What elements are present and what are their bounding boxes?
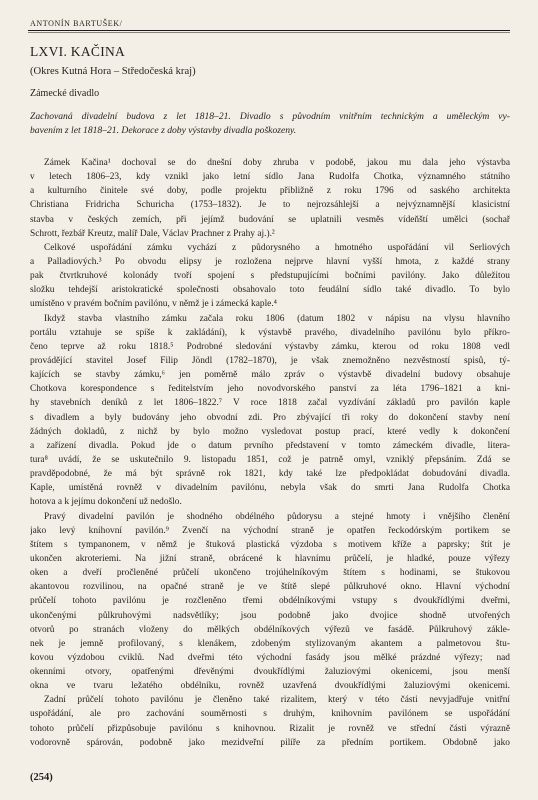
- body-line: hy stavebních deníků z let 1806–1822.⁷ V roce 1818 začal vyzdívání základů pro pavilón kaple: [30, 398, 510, 409]
- body-line: stavba v českých zemích, při jejímž budování se uplatnili vesměs vídeňští umělci (sochař: [30, 214, 510, 225]
- body-line: průčelí tohoto pavilónu je rozčleněno třemi obdélníkovými vstupy s dvoukřídlými dveřmi,: [30, 596, 510, 607]
- body-line: akantovou rozvilinou, na opačné straně je ve štítě slepé půlkruhové okno. Hlavní východní: [30, 582, 510, 593]
- body-line: nek je jemně profilovaný, s klenákem, zdobeným stylizovaným akantem a palmetovou štu-: [30, 638, 510, 649]
- body-line: ukončenými půlkruhovými nadsvětlíky; jsou podobně jako dvojice shodně utvořených: [30, 610, 510, 621]
- body-line: pravděpodobné, že má být správně rok 1821, kdy také lze předpokládat dobudování divadla.: [30, 469, 510, 480]
- body-line: v letech 1806–23, kdy vznikl jako letní sídlo Jana Rudolfa Chotka, významného státního: [30, 172, 510, 183]
- body-line: okenními otvory, opatřenými dřevěnými dvoukřídlými žaluziovými okenicemi, jsou menší: [30, 667, 510, 678]
- body-line: Zadní průčelí tohoto pavilónu je členěno také rizalitem, který v této části nevyjadřuje vnitřní: [44, 695, 510, 706]
- body-text: [30, 156, 510, 750]
- header-rule: [28, 30, 510, 31]
- body-line: portálu vztahuje se spíše k zakládání), k výstavbě pravého, divadelního pavilónu bylo příkro-: [30, 327, 510, 338]
- body-line: Schrott, řezbář Kreutz, malíř Dale, Václav Prachner z Prahy aj.).²: [30, 228, 275, 239]
- body-line: umístěno v pravém bočním pavilónu, v němž je i zámecká kaple.⁴: [30, 299, 277, 310]
- body-line: žádných dokladů, z nichž by bylo možno vysledovat postup prací, které vedly k dokončení: [30, 426, 510, 437]
- summary-line: bavením z let 1818–21. Dekorace z doby výstavby divadla poškozeny.: [30, 125, 297, 137]
- body-line: ukončen akroteriemi. Na jižní straně, obrácené k hlavnímu průčelí, je hladké, pouze výřezy: [30, 553, 510, 564]
- body-line: okna ve tvaru ležatého obdélníku, rovněž uzavřená dvoukřídlými žaluziovými okenicemi.: [30, 681, 510, 692]
- body-line: Zámek Kačina¹ dochoval se do dnešní doby zhruba v podobě, jakou mu dala jeho výstavba: [44, 158, 510, 168]
- body-line: kajících se stavby zámku,⁶ jen poměrně málo zpráv o výstavbě divadelní budovy obsahuje: [30, 370, 510, 381]
- body-line: a Palladiových.³ Po obvodu elipsy je rozložena nejprve hlavní vyšší hmota, z každé strany: [30, 256, 510, 267]
- body-line: hotova a k jejímu dokončení už nedošlo.: [30, 497, 182, 508]
- body-line: Pravý divadelní pavilón je shodného obdélného půdorysu a stejné hmoty i vnějšího členění: [44, 511, 510, 522]
- body-line: tohoto průčelí přizpůsobuje pavilónu s knihovnou. Rizalit je rovněž ve střední části výrazně: [30, 723, 510, 734]
- italic-summary: [30, 109, 510, 137]
- region-line: (Okres Kutná Hora – Středočeská kraj): [30, 66, 196, 77]
- body-line: oken a dveří pročleněné průčelí ukončeno trojúhelníkovým štítem s hodinami, se štukovou: [30, 568, 510, 579]
- chapter-title: LXVI. KAČINA: [30, 44, 126, 59]
- body-line: Celkové uspořádání zámku vychází z půdorysného a hmotného uspořádání vil Serliových: [44, 242, 510, 253]
- body-line: Ikdyž stavba vlastního zámku začala roku 1806 (datum 1802 v nápisu na vlysu hlavního: [44, 313, 510, 324]
- body-line: s divadlem a byly budovány jeho obvodní zdi. Pro zbývající tři roky do dokončení stavby není: [30, 412, 510, 423]
- running-head: ANTONÍN BARTUŠEK/: [30, 19, 123, 28]
- body-line: vodorovně spárován, podobně jako mezidveřní pilíře za předním portikem. Obdobně jako: [30, 737, 510, 748]
- body-line: kovou výzdobou cviklů. Nad dveřmi této východní fasády jsou mělké prázdné výřezy; nad: [30, 652, 510, 663]
- body-line: čeno teprve až roku 1818.⁵ Podrobné sledování výstavby zámku, kterou od roku 1808 vedl: [30, 341, 510, 352]
- body-line: štítem s tympanonem, v němž je štuková plastická výzdoba s motivem kříže a paprsky; štít je: [30, 539, 510, 550]
- header-rule-thin: [28, 32, 510, 33]
- body-line: složku tehdejší aristokratické společnosti obsahovalo toto feudální sídlo také divadlo. To bylo: [30, 285, 510, 296]
- body-line: uspořádání, ale pro zachování souměrnosti s druhým, knihovním pavilónem se uspořádání: [30, 709, 510, 720]
- body-line: pak čtvrtkruhové kolonády tvoří spojení s předstupujícími bočními pavilóny. Jako důležitou: [30, 271, 510, 282]
- body-line: otvorů po stranách vloženy do mělkých obdélníkových výřezů ve fasádě. Půlkruhový zákle-: [30, 624, 510, 635]
- chapter-subtitle: Zámecké divadlo: [30, 88, 100, 99]
- body-line: tura⁸ uvádí, že se uskutečnilo 9. listopadu 1851, což je patrně omyl, vzniklý přepsáním. Zdá se: [30, 454, 510, 465]
- body-line: Christiana Fridricha Schuricha (1753–1832). Je to nejrozsáhlejší a nejvýznamnější klasicistní: [30, 200, 510, 211]
- page-number: (254): [30, 772, 53, 783]
- summary-line: Zachovaná divadelní budova z let 1818–21. Divadlo s původním vnitřním technickým a uměleckým vy-: [30, 111, 510, 122]
- body-line: Chotkova korespondence s ředitelstvím jeho novodvorského panství za léta 1796–1821 a kni-: [30, 384, 510, 395]
- body-line: provádějící stavitel Josef Filip Jöndl (1782–1870), je však znemožněno nezvěstností spisů, tý-: [30, 355, 510, 366]
- body-line: Kaple, umístěná rovněž v divadelním pavilónu, nebyla však do smrti Jana Rudolfa Chotka: [30, 483, 510, 494]
- body-line: a zařízení divadla. Pokud jde o datum prvního představení v tomto zámeckém divadle, litera-: [30, 440, 510, 451]
- body-line: a kulturního činitele své doby, podle projektu přibližně z roku 1796 od saského architekta: [30, 186, 510, 197]
- body-line: jako levý knihovní pavilón.⁹ Zvenčí na východní straně je opatřen řeckodórským portikem se: [30, 525, 510, 536]
